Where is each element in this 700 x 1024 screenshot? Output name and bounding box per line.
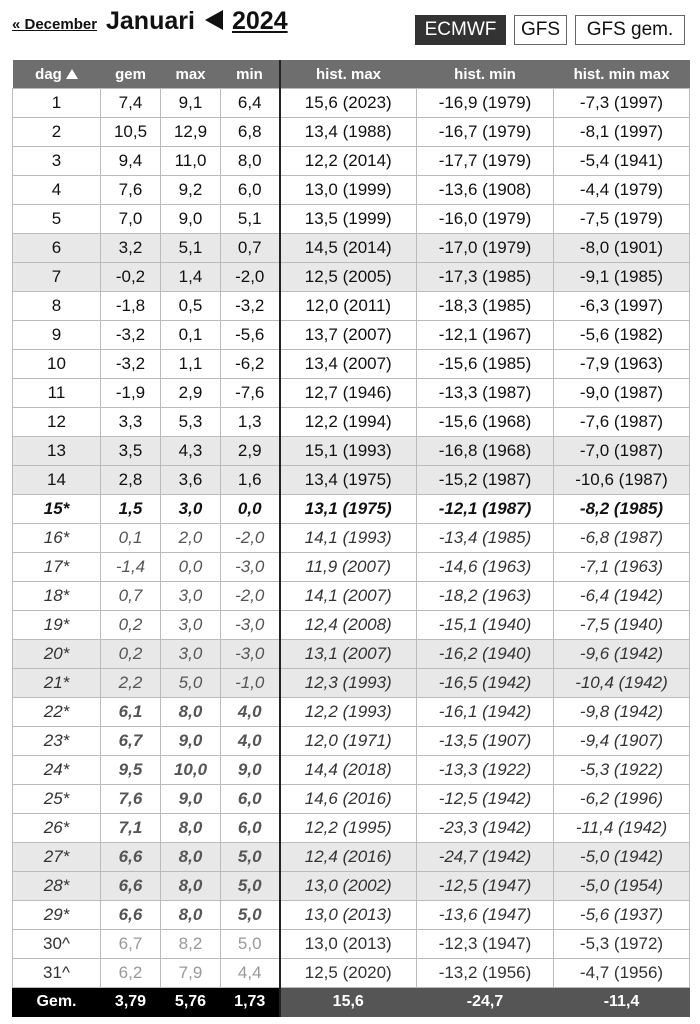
cell-min: 1,6 (221, 466, 280, 495)
cell-hist-max: 13,4 (1975) (280, 466, 417, 495)
cell-mean: 9,5 (101, 756, 161, 785)
cell-hist-min: -13,5 (1907) (417, 727, 554, 756)
cell-mean: 6,6 (101, 901, 161, 930)
cell-hist-max: 12,7 (1946) (280, 379, 417, 408)
cell-max: 5,1 (161, 234, 221, 263)
cell-max: 3,0 (161, 611, 221, 640)
cell-hist-max: 12,2 (1993) (280, 698, 417, 727)
column-header-max[interactable]: max (161, 60, 221, 89)
cell-day: 22* (13, 698, 101, 727)
cell-min: -3,0 (221, 640, 280, 669)
cell-hist-max: 15,1 (1993) (280, 437, 417, 466)
cell-day: 20* (13, 640, 101, 669)
cell-day: 29* (13, 901, 101, 930)
table-row (13, 640, 690, 669)
cell-hist-min: -13,2 (1956) (417, 959, 554, 988)
cell-hist-min-max: -7,3 (1997) (554, 89, 690, 118)
cell-max: 8,0 (161, 901, 221, 930)
cell-max: 11,0 (161, 147, 221, 176)
column-header-dag[interactable]: dag (13, 60, 101, 89)
cell-min: -3,0 (221, 611, 280, 640)
cell-hist-max: 12,2 (2014) (280, 147, 417, 176)
cell-max: 7,9 (161, 959, 221, 988)
cell-hist-min-max: -5,6 (1937) (554, 901, 690, 930)
cell-hist-min: -15,2 (1987) (417, 466, 554, 495)
cell-max: 5,3 (161, 408, 221, 437)
cell-min: -5,6 (221, 321, 280, 350)
column-header-min[interactable]: min (221, 60, 280, 89)
cell-mean: 6,7 (101, 727, 161, 756)
footer-label: Gem. (13, 988, 101, 1017)
cell-max: 0,0 (161, 553, 221, 582)
cell-min: 6,0 (221, 785, 280, 814)
cell-day: 27* (13, 843, 101, 872)
cell-hist-min: -17,3 (1985) (417, 263, 554, 292)
cell-mean: 2,8 (101, 466, 161, 495)
page-header (0, 0, 700, 58)
table-row (13, 930, 690, 959)
cell-hist-min: -16,8 (1968) (417, 437, 554, 466)
cell-mean: 0,1 (101, 524, 161, 553)
cell-hist-min-max: -11,4 (1942) (554, 814, 690, 843)
cell-min: 5,0 (221, 930, 280, 959)
table-row (13, 756, 690, 785)
cell-day: 18* (13, 582, 101, 611)
cell-max: 10,0 (161, 756, 221, 785)
model-button-ecmwf[interactable]: ECMWF (415, 15, 506, 45)
cell-min: 6,0 (221, 814, 280, 843)
cell-hist-max: 13,7 (2007) (280, 321, 417, 350)
cell-mean: -1,9 (101, 379, 161, 408)
cell-hist-min: -16,9 (1979) (417, 89, 554, 118)
cell-hist-max: 13,1 (1975) (280, 495, 417, 524)
cell-day: 10 (13, 350, 101, 379)
cell-hist-max: 14,6 (2016) (280, 785, 417, 814)
table-body (13, 89, 690, 988)
cell-hist-min-max: -5,0 (1942) (554, 843, 690, 872)
cell-hist-max: 12,5 (2020) (280, 959, 417, 988)
table-row (13, 814, 690, 843)
cell-mean: 7,1 (101, 814, 161, 843)
climate-table (12, 60, 690, 1017)
cell-max: 4,3 (161, 437, 221, 466)
cell-hist-min: -14,6 (1963) (417, 553, 554, 582)
cell-day: 12 (13, 408, 101, 437)
cell-mean: 6,6 (101, 872, 161, 901)
cell-day: 24* (13, 756, 101, 785)
cell-min: 0,0 (221, 495, 280, 524)
cell-mean: 6,1 (101, 698, 161, 727)
cell-hist-min-max: -9,0 (1987) (554, 379, 690, 408)
cell-hist-min: -17,0 (1979) (417, 234, 554, 263)
cell-day: 1 (13, 89, 101, 118)
cell-day: 4 (13, 176, 101, 205)
cell-mean: -3,2 (101, 321, 161, 350)
cell-max: 3,6 (161, 466, 221, 495)
cell-hist-max: 12,5 (2005) (280, 263, 417, 292)
cell-max: 8,0 (161, 698, 221, 727)
cell-hist-max: 13,0 (2013) (280, 901, 417, 930)
footer-hist-min-max: -11,4 (554, 988, 690, 1017)
cell-min: 1,3 (221, 408, 280, 437)
cell-hist-min: -12,1 (1967) (417, 321, 554, 350)
cell-hist-max: 12,3 (1993) (280, 669, 417, 698)
prev-month-link[interactable]: « December (12, 16, 98, 33)
table-row (13, 669, 690, 698)
cell-min: -7,6 (221, 379, 280, 408)
cell-hist-min-max: -6,8 (1987) (554, 524, 690, 553)
cell-day: 8 (13, 292, 101, 321)
cell-hist-max: 12,4 (2008) (280, 611, 417, 640)
cell-hist-max: 13,1 (2007) (280, 640, 417, 669)
table-row (13, 872, 690, 901)
footer-hist-min: -24,7 (417, 988, 554, 1017)
cell-hist-min-max: -7,9 (1963) (554, 350, 690, 379)
cell-mean: -1,8 (101, 292, 161, 321)
cell-hist-min: -12,5 (1942) (417, 785, 554, 814)
cell-day: 3 (13, 147, 101, 176)
cell-min: -2,0 (221, 263, 280, 292)
cell-min: 5,0 (221, 872, 280, 901)
cell-hist-max: 14,1 (1993) (280, 524, 417, 553)
cell-hist-min-max: -9,6 (1942) (554, 640, 690, 669)
cell-hist-min-max: -7,6 (1987) (554, 408, 690, 437)
cell-hist-min-max: -7,5 (1979) (554, 205, 690, 234)
cell-day: 28* (13, 872, 101, 901)
cell-min: 6,4 (221, 89, 280, 118)
cell-min: 9,0 (221, 756, 280, 785)
cell-max: 9,2 (161, 176, 221, 205)
cell-min: 0,7 (221, 234, 280, 263)
cell-min: 5,0 (221, 843, 280, 872)
column-header-hist-max[interactable]: hist. max (280, 60, 417, 89)
cell-mean: 1,5 (101, 495, 161, 524)
cell-mean: 3,5 (101, 437, 161, 466)
table-row (13, 292, 690, 321)
cell-hist-min: -16,0 (1979) (417, 205, 554, 234)
cell-hist-max: 13,4 (2007) (280, 350, 417, 379)
cell-mean: 7,6 (101, 176, 161, 205)
table-header-row (13, 60, 690, 89)
cell-min: 5,0 (221, 901, 280, 930)
cell-hist-max: 14,4 (2018) (280, 756, 417, 785)
cell-hist-min: -15,1 (1940) (417, 611, 554, 640)
table-row (13, 495, 690, 524)
cell-mean: 6,7 (101, 930, 161, 959)
cell-hist-max: 13,0 (1999) (280, 176, 417, 205)
cell-hist-min-max: -5,6 (1982) (554, 321, 690, 350)
cell-hist-min: -12,3 (1947) (417, 930, 554, 959)
table-row (13, 263, 690, 292)
cell-max: 5,0 (161, 669, 221, 698)
cell-max: 3,0 (161, 495, 221, 524)
footer-gem: 3,79 (101, 988, 161, 1017)
table-row (13, 582, 690, 611)
cell-day: 25* (13, 785, 101, 814)
cell-hist-min: -13,4 (1985) (417, 524, 554, 553)
cell-hist-min-max: -8,0 (1901) (554, 234, 690, 263)
cell-max: 9,0 (161, 205, 221, 234)
table-row (13, 959, 690, 988)
cell-day: 30^ (13, 930, 101, 959)
cell-hist-min: -18,3 (1985) (417, 292, 554, 321)
cell-day: 17* (13, 553, 101, 582)
cell-max: 12,9 (161, 118, 221, 147)
cell-mean: 0,2 (101, 611, 161, 640)
column-header-gem[interactable]: gem (101, 60, 161, 89)
cell-hist-min: -24,7 (1942) (417, 843, 554, 872)
cell-min: -2,0 (221, 582, 280, 611)
cell-mean: -3,2 (101, 350, 161, 379)
cell-hist-min-max: -7,5 (1940) (554, 611, 690, 640)
cell-hist-max: 13,5 (1999) (280, 205, 417, 234)
cell-hist-min: -12,5 (1947) (417, 872, 554, 901)
cell-day: 26* (13, 814, 101, 843)
cell-min: -3,2 (221, 292, 280, 321)
cell-max: 1,1 (161, 350, 221, 379)
cell-hist-max: 12,2 (1995) (280, 814, 417, 843)
cell-hist-max: 14,1 (2007) (280, 582, 417, 611)
model-button-gfs-gem[interactable]: GFS gem. (575, 15, 685, 45)
cell-hist-max: 13,4 (1988) (280, 118, 417, 147)
cell-day: 23* (13, 727, 101, 756)
cell-max: 0,1 (161, 321, 221, 350)
table-row (13, 379, 690, 408)
table-row (13, 524, 690, 553)
cell-hist-max: 14,5 (2014) (280, 234, 417, 263)
cell-max: 2,0 (161, 524, 221, 553)
cell-day: 13 (13, 437, 101, 466)
table-row (13, 147, 690, 176)
table-row (13, 350, 690, 379)
cell-hist-min: -12,1 (1987) (417, 495, 554, 524)
cell-min: -2,0 (221, 524, 280, 553)
cell-hist-min: -16,5 (1942) (417, 669, 554, 698)
table-row (13, 408, 690, 437)
cell-hist-min: -23,3 (1942) (417, 814, 554, 843)
cell-max: 3,0 (161, 640, 221, 669)
cell-day: 21* (13, 669, 101, 698)
cell-mean: 0,7 (101, 582, 161, 611)
cell-hist-max: 15,6 (2023) (280, 89, 417, 118)
table-row (13, 205, 690, 234)
cell-hist-min-max: -5,4 (1941) (554, 147, 690, 176)
table-row (13, 234, 690, 263)
cell-mean: 7,6 (101, 785, 161, 814)
cell-hist-min: -18,2 (1963) (417, 582, 554, 611)
cell-hist-min-max: -9,4 (1907) (554, 727, 690, 756)
table-row (13, 89, 690, 118)
cell-mean: 9,4 (101, 147, 161, 176)
cell-mean: -0,2 (101, 263, 161, 292)
cell-mean: 6,2 (101, 959, 161, 988)
cell-day: 31^ (13, 959, 101, 988)
cell-hist-min-max: -5,3 (1922) (554, 756, 690, 785)
cell-min: 6,8 (221, 118, 280, 147)
cell-hist-max: 12,0 (1971) (280, 727, 417, 756)
cell-hist-max: 12,2 (1994) (280, 408, 417, 437)
cell-hist-max: 11,9 (2007) (280, 553, 417, 582)
cell-mean: 3,3 (101, 408, 161, 437)
cell-day: 6 (13, 234, 101, 263)
cell-hist-min-max: -6,4 (1942) (554, 582, 690, 611)
cell-hist-max: 13,0 (2013) (280, 930, 417, 959)
cell-hist-min: -16,2 (1940) (417, 640, 554, 669)
cell-min: -1,0 (221, 669, 280, 698)
cell-day: 11 (13, 379, 101, 408)
cell-hist-min-max: -6,3 (1997) (554, 292, 690, 321)
cell-hist-max: 12,0 (2011) (280, 292, 417, 321)
cell-hist-min: -16,7 (1979) (417, 118, 554, 147)
cell-mean: 0,2 (101, 640, 161, 669)
cell-hist-min-max: -9,8 (1942) (554, 698, 690, 727)
cell-day: 16* (13, 524, 101, 553)
sort-up-icon (66, 69, 78, 79)
cell-day: 7 (13, 263, 101, 292)
table-row (13, 553, 690, 582)
cell-max: 0,5 (161, 292, 221, 321)
cell-max: 2,9 (161, 379, 221, 408)
cell-max: 8,0 (161, 814, 221, 843)
table-row (13, 118, 690, 147)
cell-max: 9,1 (161, 89, 221, 118)
cell-max: 3,0 (161, 582, 221, 611)
cell-min: 4,4 (221, 959, 280, 988)
model-button-gfs[interactable]: GFS (514, 15, 567, 45)
cell-hist-min-max: -10,6 (1987) (554, 466, 690, 495)
cell-max: 8,0 (161, 872, 221, 901)
cell-max: 8,2 (161, 930, 221, 959)
table-row (13, 176, 690, 205)
cell-mean: 6,6 (101, 843, 161, 872)
cell-hist-min-max: -4,4 (1979) (554, 176, 690, 205)
cell-hist-min: -15,6 (1968) (417, 408, 554, 437)
cell-max: 8,0 (161, 843, 221, 872)
table-row (13, 698, 690, 727)
cell-hist-min-max: -8,2 (1985) (554, 495, 690, 524)
cell-min: 4,0 (221, 698, 280, 727)
triangle-left-icon[interactable] (205, 10, 223, 30)
cell-hist-min-max: -7,1 (1963) (554, 553, 690, 582)
cell-hist-min: -16,1 (1942) (417, 698, 554, 727)
cell-hist-min: -13,3 (1987) (417, 379, 554, 408)
table-row (13, 843, 690, 872)
cell-min: 4,0 (221, 727, 280, 756)
cell-hist-max: 13,0 (2002) (280, 872, 417, 901)
column-header-hist-min[interactable]: hist. min (417, 60, 554, 89)
table-row (13, 437, 690, 466)
cell-mean: 3,2 (101, 234, 161, 263)
table-footer-row (13, 988, 690, 1017)
table-row (13, 785, 690, 814)
cell-day: 2 (13, 118, 101, 147)
cell-mean: 7,4 (101, 89, 161, 118)
cell-day: 9 (13, 321, 101, 350)
column-header-hist-min-max[interactable]: hist. min max (554, 60, 690, 89)
cell-hist-min: -13,3 (1922) (417, 756, 554, 785)
year-link[interactable]: 2024 (232, 7, 288, 35)
cell-hist-min: -13,6 (1947) (417, 901, 554, 930)
cell-mean: 10,5 (101, 118, 161, 147)
cell-hist-min-max: -5,3 (1972) (554, 930, 690, 959)
cell-max: 9,0 (161, 727, 221, 756)
footer-min: 1,73 (221, 988, 280, 1017)
cell-min: -3,0 (221, 553, 280, 582)
cell-hist-min-max: -5,0 (1954) (554, 872, 690, 901)
footer-max: 5,76 (161, 988, 221, 1017)
cell-hist-min: -13,6 (1908) (417, 176, 554, 205)
cell-day: 19* (13, 611, 101, 640)
cell-min: 2,9 (221, 437, 280, 466)
cell-day: 14 (13, 466, 101, 495)
cell-day: 15* (13, 495, 101, 524)
month-title: Januari (106, 7, 195, 35)
cell-mean: -1,4 (101, 553, 161, 582)
cell-hist-min: -17,7 (1979) (417, 147, 554, 176)
cell-hist-min-max: -10,4 (1942) (554, 669, 690, 698)
table-row (13, 321, 690, 350)
table-row (13, 611, 690, 640)
table-row (13, 466, 690, 495)
cell-day: 5 (13, 205, 101, 234)
cell-max: 9,0 (161, 785, 221, 814)
cell-min: 5,1 (221, 205, 280, 234)
cell-hist-min-max: -6,2 (1996) (554, 785, 690, 814)
cell-mean: 2,2 (101, 669, 161, 698)
cell-mean: 7,0 (101, 205, 161, 234)
table-row (13, 901, 690, 930)
cell-hist-min-max: -9,1 (1985) (554, 263, 690, 292)
cell-min: 8,0 (221, 147, 280, 176)
cell-hist-min-max: -7,0 (1987) (554, 437, 690, 466)
cell-hist-max: 12,4 (2016) (280, 843, 417, 872)
cell-min: 6,0 (221, 176, 280, 205)
cell-hist-min-max: -8,1 (1997) (554, 118, 690, 147)
table-row (13, 727, 690, 756)
cell-hist-min: -15,6 (1985) (417, 350, 554, 379)
cell-hist-min-max: -4,7 (1956) (554, 959, 690, 988)
cell-max: 1,4 (161, 263, 221, 292)
cell-min: -6,2 (221, 350, 280, 379)
footer-hist-max: 15,6 (280, 988, 417, 1017)
